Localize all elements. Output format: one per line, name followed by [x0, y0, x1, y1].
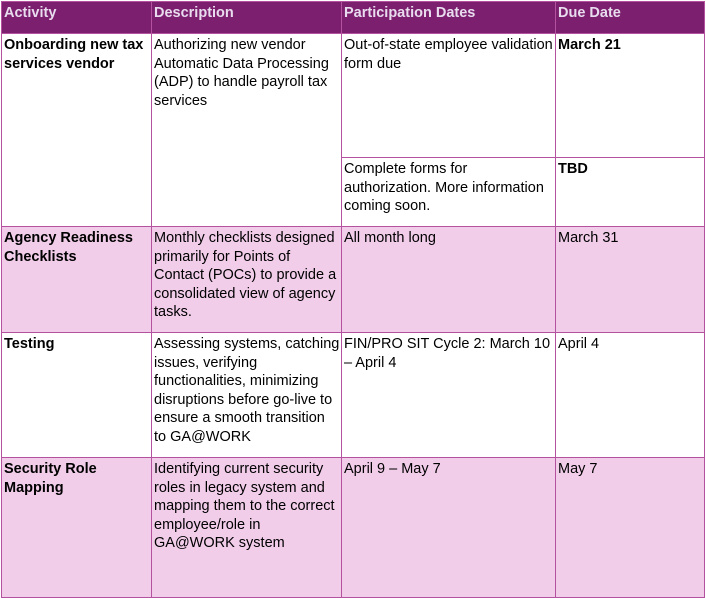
activity-cell: Testing: [2, 333, 152, 458]
participation-cell: FIN/PRO SIT Cycle 2: March 10 – April 4: [342, 333, 556, 458]
header-row: [2, 2, 705, 34]
description-cell: Assessing systems, catching issues, verifying functionalities, minimizing disruptions before go-live to ensure a smooth transition to GA@WORK: [152, 333, 342, 458]
participation-cell: April 9 – May 7: [342, 458, 556, 598]
header-participation-dates: Participation Dates: [342, 2, 556, 34]
description-cell: Monthly checklists designed primarily for Points of Contact (POCs) to provide a consolidated view of agency tasks.: [152, 227, 342, 333]
activity-cell: Security Role Mapping: [2, 458, 152, 598]
due-date-cell: TBD: [556, 158, 705, 227]
activity-cell: Onboarding new tax services vendor: [2, 34, 152, 227]
table-row-testing: [2, 333, 705, 458]
due-date-cell: March 21: [556, 34, 705, 158]
due-date-cell: April 4: [556, 333, 705, 458]
header-due-date: Due Date: [556, 2, 705, 34]
participation-cell: All month long: [342, 227, 556, 333]
table-row-readiness: [2, 227, 705, 333]
activity-cell: Agency Readiness Checklists: [2, 227, 152, 333]
participation-cell: Complete forms for authorization. More information coming soon.: [342, 158, 556, 227]
table-row-onboarding: [2, 34, 705, 158]
due-date-cell: March 31: [556, 227, 705, 333]
header-description: Description: [152, 2, 342, 34]
participation-cell: Out-of-state employee validation form due: [342, 34, 556, 158]
description-cell: Authorizing new vendor Automatic Data Processing (ADP) to handle payroll tax services: [152, 34, 342, 227]
activities-table: [1, 1, 705, 598]
description-cell: Identifying current security roles in legacy system and mapping them to the correct employee/role in GA@WORK system: [152, 458, 342, 598]
due-date-cell: May 7: [556, 458, 705, 598]
header-activity: Activity: [2, 2, 152, 34]
table-row-security: [2, 458, 705, 598]
